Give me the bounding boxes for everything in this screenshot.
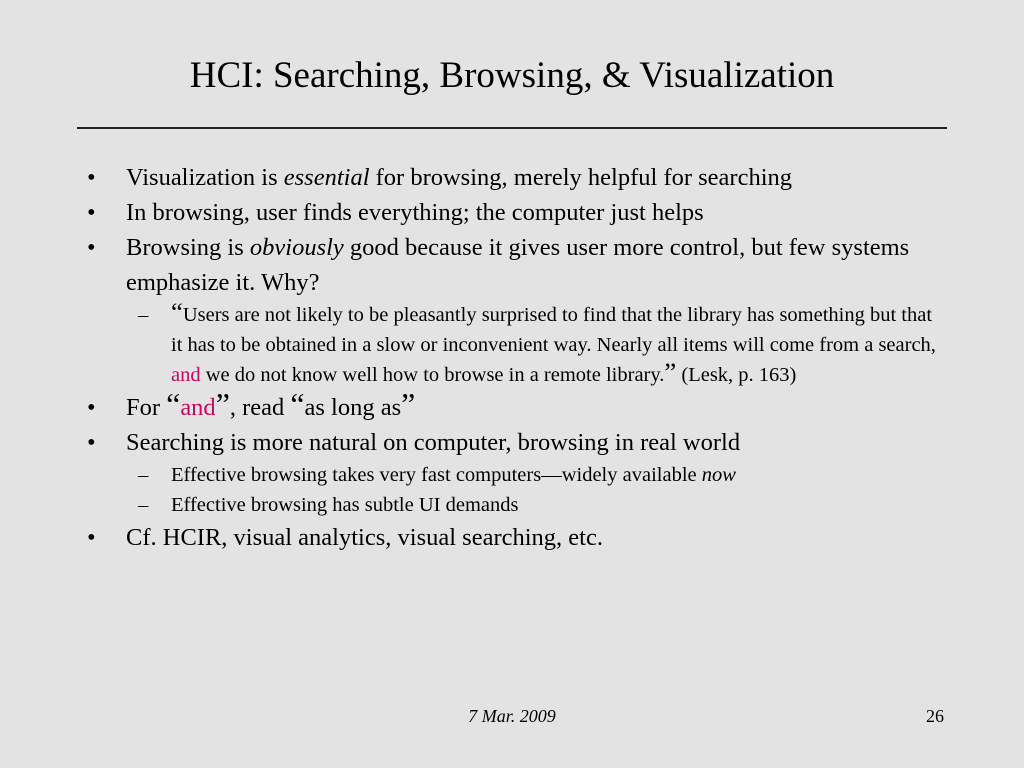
slide-number: 26 xyxy=(926,706,944,726)
bullet-text: Searching is more natural on computer, browsing in real world xyxy=(126,429,741,456)
dash-icon: – xyxy=(138,304,149,326)
sub-bullet-text: Effective browsing takes very fast computers—widely available xyxy=(171,464,702,486)
open-quote: “ xyxy=(290,387,305,422)
quote-text: Users are not likely to be pleasantly surprised to find that the library has something but that it has to be obtained in a slow or inconvenient way. Nearly all items will come from a search, xyxy=(171,304,936,356)
sub-bullet-item xyxy=(0,460,941,490)
sub-bullet-item xyxy=(0,490,941,520)
quote-text: we do not know well how to browse in a remote library. xyxy=(200,364,665,386)
bullet-icon: • xyxy=(87,199,96,226)
bullet-icon: • xyxy=(87,234,96,261)
citation-text: (Lesk, p. 163) xyxy=(676,364,797,386)
bullet-text: , read xyxy=(229,394,291,421)
sub-bullet-text: Effective browsing has subtle UI demands xyxy=(171,494,519,516)
bullet-icon: • xyxy=(87,164,96,191)
emphasis-text: essential xyxy=(283,164,370,191)
dash-icon: – xyxy=(138,464,149,486)
bullet-icon: • xyxy=(87,394,96,421)
open-quote: “ xyxy=(166,387,181,422)
close-quote: ” xyxy=(664,357,677,387)
close-quote: ” xyxy=(215,387,230,422)
emphasis-text: now xyxy=(701,464,736,486)
bullet-icon: • xyxy=(87,524,96,551)
sub-bullet-item xyxy=(0,297,941,390)
bullet-text: for browsing, merely helpful for searching xyxy=(369,164,793,191)
bullet-item xyxy=(0,195,946,230)
bullet-text: In browsing, user finds everything; the computer just helps xyxy=(126,199,704,226)
bullet-item xyxy=(0,230,946,300)
bullet-text: good because it gives user more control, but few systems emphasize it. Why? xyxy=(126,234,910,296)
close-quote: ” xyxy=(401,387,416,422)
bullet-text: Visualization is xyxy=(126,164,284,191)
bullet-text: Browsing is xyxy=(126,234,250,261)
emphasis-text: obviously xyxy=(249,234,344,261)
title-divider xyxy=(77,127,947,129)
bullet-item xyxy=(0,425,946,460)
footer-date: 7 Mar. 2009 xyxy=(468,706,556,726)
bullet-item xyxy=(0,520,946,555)
bullet-text: as long as xyxy=(304,394,402,421)
highlight-and: and xyxy=(171,364,201,386)
bullet-item xyxy=(0,160,946,195)
bullet-text: Cf. HCIR, visual analytics, visual searching, etc. xyxy=(126,524,603,551)
slide-title: HCI: Searching, Browsing, & Visualization xyxy=(189,55,835,96)
dash-icon: – xyxy=(138,494,149,516)
highlight-and: and xyxy=(180,394,216,421)
bullet-item xyxy=(0,387,946,425)
bullet-text: For xyxy=(126,394,167,421)
bullet-icon: • xyxy=(87,429,96,456)
slide-body xyxy=(0,160,1024,555)
open-quote: “ xyxy=(171,297,183,327)
